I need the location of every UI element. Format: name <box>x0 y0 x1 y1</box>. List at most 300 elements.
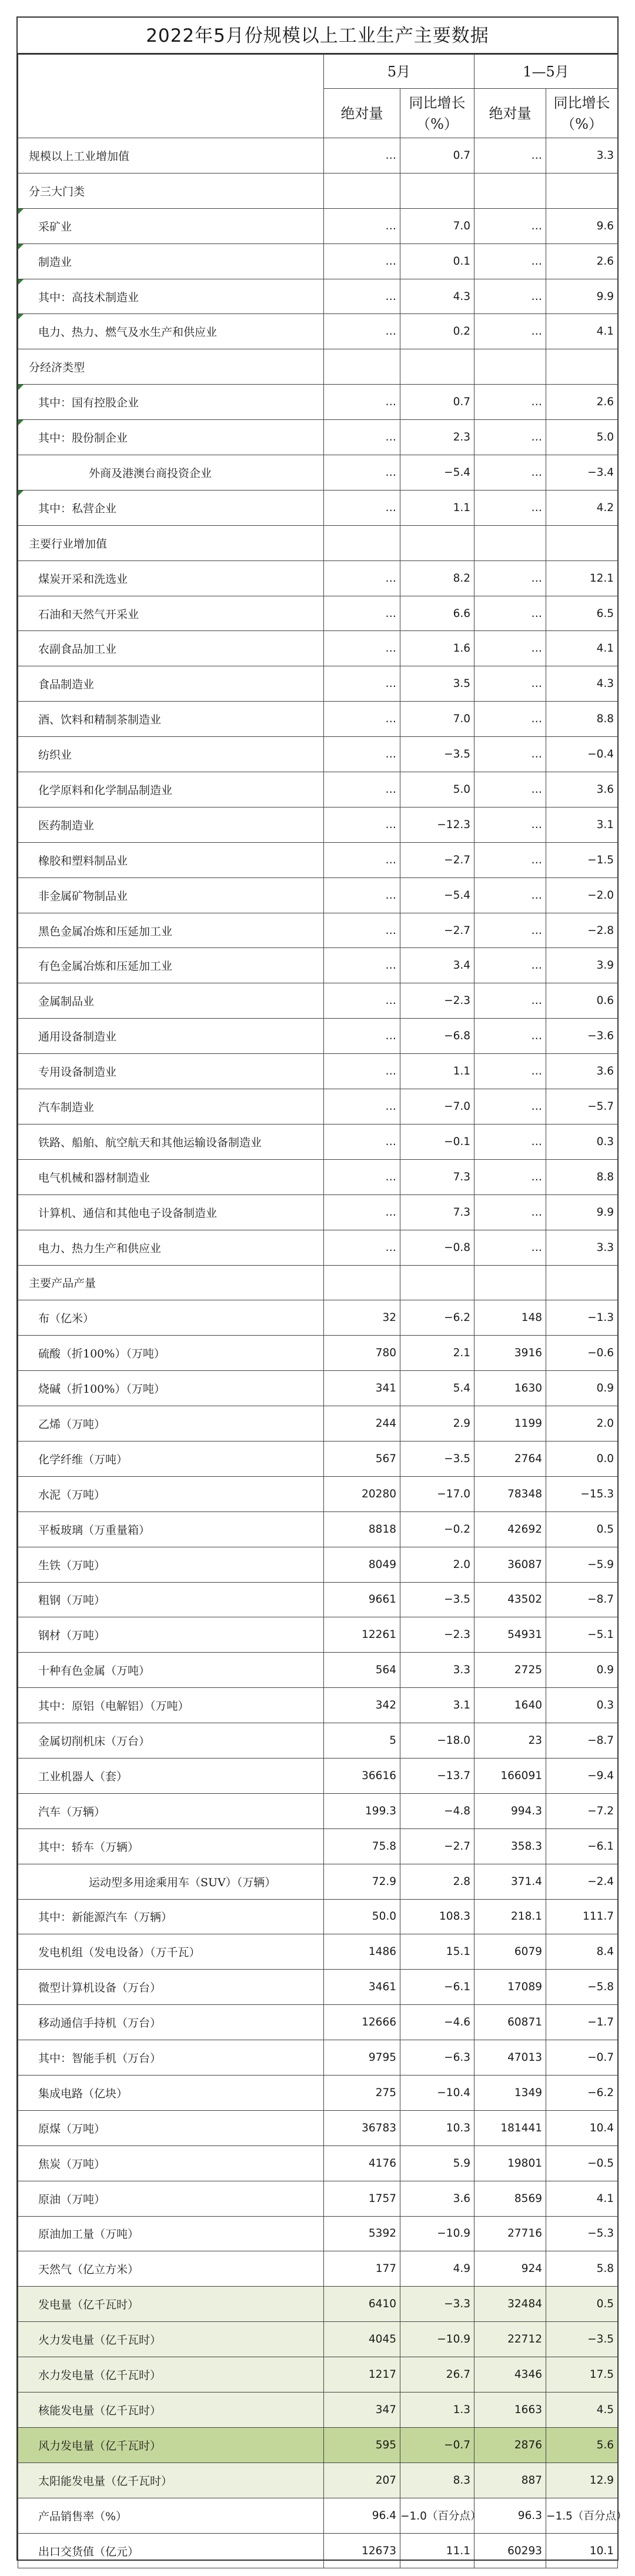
row-value-b: −6.8 <box>400 1019 474 1054</box>
row-label: 其中：私营企业 <box>18 490 324 525</box>
row-label: 金属切削机床（万台） <box>18 1723 324 1759</box>
row-value-b: −10.9 <box>400 2216 474 2251</box>
row-value-d: 0.9 <box>546 1653 618 1688</box>
row-value-d: −1.3 <box>546 1300 618 1336</box>
row-value-a: 341 <box>324 1371 400 1406</box>
table-row <box>18 737 618 772</box>
table-row <box>18 2322 618 2357</box>
table-row <box>18 2287 618 2322</box>
row-value-c <box>474 173 546 208</box>
row-value-a: 72.9 <box>324 1864 400 1899</box>
row-value-a: … <box>324 1089 400 1125</box>
row-value-b: −0.2 <box>400 1511 474 1547</box>
row-value-a: 5 <box>324 1723 400 1759</box>
row-value-d: −0.6 <box>546 1336 618 1371</box>
table-row <box>18 983 618 1019</box>
row-value-b: 7.0 <box>400 208 474 243</box>
row-value-a <box>324 173 400 208</box>
row-value-d: 4.1 <box>546 314 618 349</box>
row-value-a: … <box>324 877 400 913</box>
row-label: 产品销售率（%） <box>18 2498 324 2533</box>
row-value-c: … <box>474 208 546 243</box>
row-value-d: 0.0 <box>546 1441 618 1476</box>
table-row <box>18 1793 618 1828</box>
row-label: 非金属矿物制品业 <box>18 877 324 913</box>
row-label: 粗钢（万吨） <box>18 1582 324 1617</box>
row-value-d: 9.9 <box>546 279 618 314</box>
table-row <box>18 913 618 948</box>
row-value-c: 36087 <box>474 1547 546 1582</box>
table-row <box>18 2393 618 2428</box>
row-value-c: 358.3 <box>474 1828 546 1864</box>
row-value-a: 12673 <box>324 2533 400 2568</box>
table-row <box>18 208 618 243</box>
row-value-c: … <box>474 138 546 173</box>
table-row <box>18 1828 618 1864</box>
table-row <box>18 1019 618 1054</box>
row-value-b: 1.1 <box>400 1054 474 1089</box>
row-value-d: 3.6 <box>546 772 618 807</box>
row-value-b: −10.9 <box>400 2322 474 2357</box>
row-value-b: 108.3 <box>400 1899 474 1934</box>
row-value-b: −0.8 <box>400 1230 474 1265</box>
row-value-c: 2876 <box>474 2427 546 2462</box>
row-value-b: 3.5 <box>400 666 474 702</box>
table-row <box>18 2005 618 2040</box>
row-value-b: 3.1 <box>400 1688 474 1723</box>
row-value-b: 8.2 <box>400 560 474 596</box>
row-value-a: 275 <box>324 2075 400 2110</box>
row-value-c <box>474 349 546 385</box>
row-value-b: 1.3 <box>400 2393 474 2428</box>
row-value-a: … <box>324 138 400 173</box>
row-value-b <box>400 173 474 208</box>
row-value-a: 75.8 <box>324 1828 400 1864</box>
table-row <box>18 1265 618 1300</box>
row-value-b: −6.2 <box>400 1300 474 1336</box>
row-label: 其中：新能源汽车（万辆） <box>18 1899 324 1934</box>
row-value-c: 924 <box>474 2251 546 2287</box>
row-value-d: −8.7 <box>546 1582 618 1617</box>
table-row <box>18 2075 618 2110</box>
row-value-a: 12261 <box>324 1617 400 1653</box>
table-row <box>18 1124 618 1159</box>
row-value-c: 27716 <box>474 2216 546 2251</box>
row-value-b: 5.4 <box>400 1371 474 1406</box>
row-value-a: 780 <box>324 1336 400 1371</box>
row-value-a: 3461 <box>324 1970 400 2005</box>
row-value-a: 50.0 <box>324 1899 400 1934</box>
row-value-c: 23 <box>474 1723 546 1759</box>
header-month: 5月 <box>324 55 474 89</box>
row-value-b: 3.4 <box>400 948 474 983</box>
row-value-d: 0.3 <box>546 1688 618 1723</box>
data-table <box>18 54 627 2568</box>
row-value-a <box>324 525 400 560</box>
row-value-b: −7.0 <box>400 1089 474 1125</box>
row-value-b: −0.7 <box>400 2427 474 2462</box>
row-value-c: … <box>474 420 546 455</box>
row-value-a: 36783 <box>324 2110 400 2145</box>
row-value-a: … <box>324 842 400 877</box>
row-value-c: … <box>474 490 546 525</box>
row-value-a: 32 <box>324 1300 400 1336</box>
table-row <box>18 2216 618 2251</box>
table-row <box>18 138 618 173</box>
table-row <box>18 2181 618 2216</box>
row-value-d: −3.4 <box>546 455 618 490</box>
row-value-c: 887 <box>474 2462 546 2498</box>
row-label: 有色金属冶炼和压延加工业 <box>18 948 324 983</box>
table-row <box>18 2251 618 2287</box>
row-value-c: 19801 <box>474 2145 546 2181</box>
table-row <box>18 1688 618 1723</box>
row-value-c: … <box>474 1159 546 1194</box>
row-value-b: 0.7 <box>400 138 474 173</box>
row-label: 外商及港澳台商投资企业 <box>18 455 324 490</box>
row-label: 通用设备制造业 <box>18 1019 324 1054</box>
row-value-a: 36616 <box>324 1758 400 1793</box>
row-label: 水力发电量（亿千瓦时） <box>18 2357 324 2393</box>
row-label: 出口交货值（亿元） <box>18 2533 324 2568</box>
row-label: 黑色金属冶炼和压延加工业 <box>18 913 324 948</box>
row-value-c: … <box>474 842 546 877</box>
row-value-d: 8.8 <box>546 1159 618 1194</box>
row-value-b: −0.1 <box>400 1124 474 1159</box>
row-value-d: 12.9 <box>546 2462 618 2498</box>
row-value-c: 8569 <box>474 2181 546 2216</box>
row-value-b <box>400 525 474 560</box>
header-cumulative: 1—5月 <box>474 55 618 89</box>
row-value-d: −15.3 <box>546 1476 618 1511</box>
table-row <box>18 1089 618 1125</box>
row-value-c: … <box>474 666 546 702</box>
row-value-c: 17089 <box>474 1970 546 2005</box>
table-row <box>18 666 618 702</box>
row-value-c <box>474 1265 546 1300</box>
table-row <box>18 2145 618 2181</box>
row-value-d: 10.4 <box>546 2110 618 2145</box>
row-value-d: 4.5 <box>546 2393 618 2428</box>
row-value-d: 3.1 <box>546 807 618 842</box>
row-value-c: … <box>474 596 546 631</box>
table-row <box>18 877 618 913</box>
row-value-a: 4045 <box>324 2322 400 2357</box>
row-label: 硫酸（折100%）（万吨） <box>18 1336 324 1371</box>
table-row <box>18 1653 618 1688</box>
row-label: 太阳能发电量（亿千瓦时） <box>18 2462 324 2498</box>
row-value-b: −3.5 <box>400 737 474 772</box>
row-label: 微型计算机设备（万台） <box>18 1970 324 2005</box>
row-label: 其中：国有控股企业 <box>18 385 324 420</box>
row-value-b: −2.3 <box>400 983 474 1019</box>
row-value-b: 0.1 <box>400 243 474 279</box>
row-value-c: … <box>474 807 546 842</box>
row-value-c: 218.1 <box>474 1899 546 1934</box>
row-label: 煤炭开采和洗选业 <box>18 560 324 596</box>
row-label: 火力发电量（亿千瓦时） <box>18 2322 324 2357</box>
table-row <box>18 1511 618 1547</box>
row-value-b: −18.0 <box>400 1723 474 1759</box>
row-value-d: 2.0 <box>546 1406 618 1442</box>
row-label: 集成电路（亿块） <box>18 2075 324 2110</box>
row-value-b: −13.7 <box>400 1758 474 1793</box>
row-value-d: 4.1 <box>546 631 618 666</box>
row-value-c: … <box>474 243 546 279</box>
row-value-c: 1663 <box>474 2393 546 2428</box>
row-value-c: … <box>474 913 546 948</box>
row-value-c: 1199 <box>474 1406 546 1442</box>
row-value-c: … <box>474 385 546 420</box>
row-value-b: −3.5 <box>400 1441 474 1476</box>
row-value-b: 8.3 <box>400 2462 474 2498</box>
row-label: 其中：原铝（电解铝）（万吨） <box>18 1688 324 1723</box>
row-value-a: 9795 <box>324 2040 400 2076</box>
row-value-b: 2.8 <box>400 1864 474 1899</box>
header-month-yoy: 同比增长（%） <box>400 89 474 138</box>
row-label: 分经济类型 <box>18 349 324 385</box>
row-value-d: 0.5 <box>546 1511 618 1547</box>
row-value-a: 8818 <box>324 1511 400 1547</box>
row-value-c: 78348 <box>474 1476 546 1511</box>
header-cumulative-yoy: 同比增长（%） <box>546 89 618 138</box>
row-value-d: −5.3 <box>546 2216 618 2251</box>
table-row <box>18 1230 618 1265</box>
row-value-d: −5.8 <box>546 1970 618 2005</box>
table-row <box>18 2040 618 2076</box>
row-value-a: 6410 <box>324 2287 400 2322</box>
row-value-a: … <box>324 1194 400 1230</box>
row-value-c: 47013 <box>474 2040 546 2076</box>
row-value-d: −1.5（百分点） <box>546 2498 618 2533</box>
row-value-a: … <box>324 631 400 666</box>
table-row <box>18 173 618 208</box>
row-value-a: 8049 <box>324 1547 400 1582</box>
row-label: 石油和天然气开采业 <box>18 596 324 631</box>
row-value-c: … <box>474 1124 546 1159</box>
table-row <box>18 1758 618 1793</box>
row-value-b: 4.9 <box>400 2251 474 2287</box>
row-value-d: −6.1 <box>546 1828 618 1864</box>
row-value-c: 2725 <box>474 1653 546 1688</box>
row-value-a: … <box>324 279 400 314</box>
row-value-b: −17.0 <box>400 1476 474 1511</box>
row-value-b: −2.7 <box>400 913 474 948</box>
row-value-a: 177 <box>324 2251 400 2287</box>
row-value-a: … <box>324 948 400 983</box>
row-value-b: −10.4 <box>400 2075 474 2110</box>
row-value-d: 3.3 <box>546 1230 618 1265</box>
row-value-a: … <box>324 385 400 420</box>
row-value-b: 7.0 <box>400 702 474 737</box>
row-label: 电力、热力、燃气及水生产和供应业 <box>18 314 324 349</box>
row-label: 农副食品加工业 <box>18 631 324 666</box>
row-value-c: 3916 <box>474 1336 546 1371</box>
row-label: 风力发电量（亿千瓦时） <box>18 2427 324 2462</box>
row-value-a: 5392 <box>324 2216 400 2251</box>
row-label: 运动型多用途乘用车（SUV）（万辆） <box>18 1864 324 1899</box>
row-value-a: … <box>324 666 400 702</box>
table-row <box>18 1371 618 1406</box>
row-value-c: … <box>474 314 546 349</box>
row-value-a: 342 <box>324 1688 400 1723</box>
row-value-c: … <box>474 1054 546 1089</box>
table-row <box>18 948 618 983</box>
row-value-c: … <box>474 983 546 1019</box>
row-value-b: −2.7 <box>400 1828 474 1864</box>
row-value-d: 12.1 <box>546 560 618 596</box>
row-value-c: 32484 <box>474 2287 546 2322</box>
row-value-b: 7.3 <box>400 1159 474 1194</box>
row-label: 主要产品产量 <box>18 1265 324 1300</box>
table-row <box>18 1899 618 1934</box>
row-value-b <box>400 349 474 385</box>
table-row <box>18 1194 618 1230</box>
row-value-a: 199.3 <box>324 1793 400 1828</box>
row-value-a: 96.4 <box>324 2498 400 2533</box>
row-label: 水泥（万吨） <box>18 1476 324 1511</box>
row-value-c: 2764 <box>474 1441 546 1476</box>
table-row <box>18 1864 618 1899</box>
row-value-b: 2.3 <box>400 420 474 455</box>
row-value-c: 22712 <box>474 2322 546 2357</box>
row-value-b: 0.2 <box>400 314 474 349</box>
row-value-d <box>546 173 618 208</box>
row-value-a: … <box>324 490 400 525</box>
row-value-c: 54931 <box>474 1617 546 1653</box>
row-value-b: −5.4 <box>400 455 474 490</box>
table-row <box>18 1336 618 1371</box>
row-label: 铁路、船舶、航空航天和其他运输设备制造业 <box>18 1124 324 1159</box>
table-row <box>18 807 618 842</box>
row-value-b: 3.3 <box>400 1653 474 1688</box>
table-row <box>18 455 618 490</box>
row-value-a: 4176 <box>324 2145 400 2181</box>
row-value-a: 564 <box>324 1653 400 1688</box>
row-value-d: 2.6 <box>546 243 618 279</box>
row-label: 发电机组（发电设备）（万千瓦） <box>18 1934 324 1970</box>
row-label: 专用设备制造业 <box>18 1054 324 1089</box>
row-value-d: 8.4 <box>546 1934 618 1970</box>
row-value-a: 595 <box>324 2427 400 2462</box>
table-row <box>18 1970 618 2005</box>
row-value-b: 11.1 <box>400 2533 474 2568</box>
table-row <box>18 490 618 525</box>
row-value-c: 60293 <box>474 2533 546 2568</box>
row-label: 其中：高技术制造业 <box>18 279 324 314</box>
row-value-d: −0.7 <box>546 2040 618 2076</box>
row-value-d <box>546 349 618 385</box>
row-value-b: −2.3 <box>400 1617 474 1653</box>
table-row <box>18 1406 618 1442</box>
table-row <box>18 2427 618 2462</box>
table-row <box>18 842 618 877</box>
row-value-b: −4.6 <box>400 2005 474 2040</box>
row-value-c: 43502 <box>474 1582 546 1617</box>
row-value-a: … <box>324 420 400 455</box>
row-label: 电力、热力生产和供应业 <box>18 1230 324 1265</box>
row-label: 钢材（万吨） <box>18 1617 324 1653</box>
row-value-b: 6.6 <box>400 596 474 631</box>
row-value-a: 1486 <box>324 1934 400 1970</box>
row-value-c: … <box>474 877 546 913</box>
row-value-a: 20280 <box>324 1476 400 1511</box>
row-value-c: … <box>474 702 546 737</box>
row-label: 金属制品业 <box>18 983 324 1019</box>
row-value-a: … <box>324 208 400 243</box>
row-value-c: … <box>474 631 546 666</box>
row-value-d: −3.6 <box>546 1019 618 1054</box>
table-row <box>18 314 618 349</box>
row-value-c: 1640 <box>474 1688 546 1723</box>
row-value-c: … <box>474 1194 546 1230</box>
row-label: 平板玻璃（万重量箱） <box>18 1511 324 1547</box>
table-row <box>18 279 618 314</box>
row-value-a: 12666 <box>324 2005 400 2040</box>
row-value-d: −2.4 <box>546 1864 618 1899</box>
table-body <box>18 138 627 2568</box>
row-value-d: −7.2 <box>546 1793 618 1828</box>
row-value-a: … <box>324 737 400 772</box>
row-value-d: 4.1 <box>546 2181 618 2216</box>
row-value-d: 4.3 <box>546 666 618 702</box>
row-label: 发电量（亿千瓦时） <box>18 2287 324 2322</box>
row-value-b: 5.0 <box>400 772 474 807</box>
row-value-b: 4.3 <box>400 279 474 314</box>
row-value-a: … <box>324 702 400 737</box>
row-value-b: 3.6 <box>400 2181 474 2216</box>
row-label: 电气机械和器材制造业 <box>18 1159 324 1194</box>
row-label: 工业机器人（套） <box>18 1758 324 1793</box>
row-value-c: … <box>474 455 546 490</box>
row-value-d: 4.2 <box>546 490 618 525</box>
table-row <box>18 1934 618 1970</box>
row-value-b: 2.1 <box>400 1336 474 1371</box>
row-value-c: … <box>474 560 546 596</box>
row-value-d: −1.5 <box>546 842 618 877</box>
row-value-d: −5.9 <box>546 1547 618 1582</box>
row-label: 生铁（万吨） <box>18 1547 324 1582</box>
row-value-d: 10.1 <box>546 2533 618 2568</box>
row-value-d: −9.4 <box>546 1758 618 1793</box>
row-value-d: −3.5 <box>546 2322 618 2357</box>
row-value-d: 0.6 <box>546 983 618 1019</box>
row-value-b <box>400 1265 474 1300</box>
row-value-b: 15.1 <box>400 1934 474 1970</box>
row-value-b: 1.1 <box>400 490 474 525</box>
header-indicator-cell <box>18 55 324 138</box>
row-value-d: −0.5 <box>546 2145 618 2181</box>
row-value-a: … <box>324 596 400 631</box>
row-label: 布（亿米） <box>18 1300 324 1336</box>
row-label: 汽车（万辆） <box>18 1793 324 1828</box>
row-value-a: … <box>324 1054 400 1089</box>
table-row <box>18 702 618 737</box>
row-value-d: −5.1 <box>546 1617 618 1653</box>
row-value-a: 207 <box>324 2462 400 2498</box>
row-value-c: … <box>474 1089 546 1125</box>
row-value-c: … <box>474 1230 546 1265</box>
table-row <box>18 1617 618 1653</box>
table-row <box>18 596 618 631</box>
row-value-a: 347 <box>324 2393 400 2428</box>
row-value-b: 1.6 <box>400 631 474 666</box>
row-value-d: −0.4 <box>546 737 618 772</box>
row-label: 原油（万吨） <box>18 2181 324 2216</box>
row-value-a: 1757 <box>324 2181 400 2216</box>
row-value-a: 1217 <box>324 2357 400 2393</box>
row-value-c: … <box>474 772 546 807</box>
